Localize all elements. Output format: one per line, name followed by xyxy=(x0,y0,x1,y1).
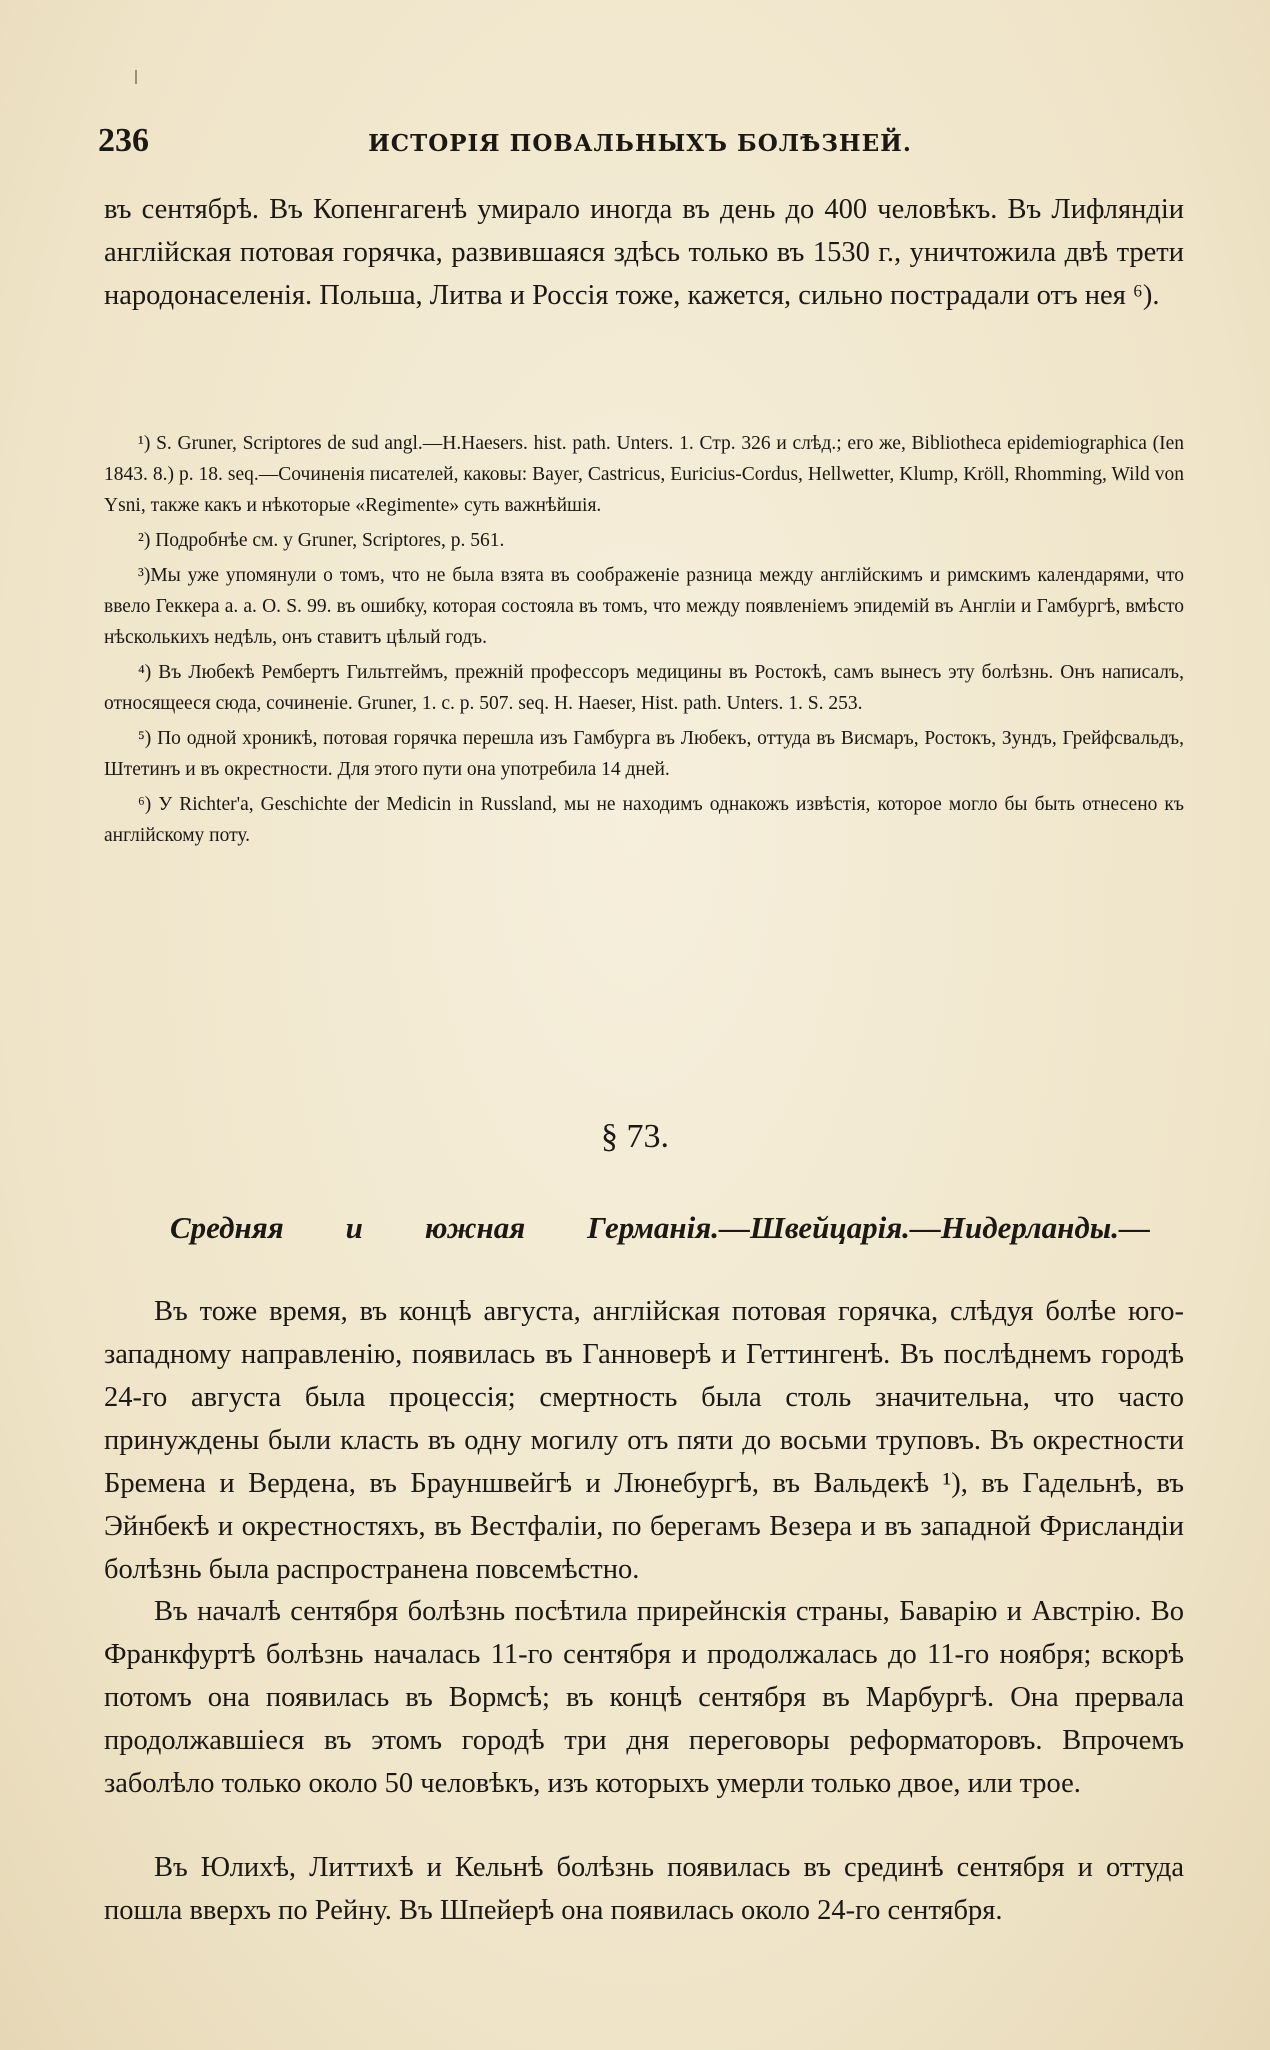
page-edge-mark xyxy=(135,70,137,84)
section-number: § 73. xyxy=(601,1118,669,1155)
paragraph-3-text: Въ Юлихѣ, Литтихѣ и Кельнѣ болѣзнь появилась въ срединѣ сентября и оттуда пошла вверхъ по Рейну. Въ Шпейерѣ она появилась около 24-го сентября. xyxy=(104,1852,1184,1926)
footnote-6: ⁶) У Richter'а, Geschichte der Medicin in Russland, мы не находимъ однакожъ извѣстія, которое могло бы быть отнесено къ англійскому поту. xyxy=(104,794,1184,846)
paragraph-2 xyxy=(104,1590,1184,1805)
intro-paragraph-text: въ сентябрѣ. Въ Копенгагенѣ умирало иногда въ день до 400 человѣкъ. Въ Лифляндіи англійская потовая горячка, развившаяся здѣсь только въ 1530 г., уничтожила двѣ трети народонаселенія. Польша, Литва и Россія тоже, кажется, сильно пострадали отъ нея ⁶). xyxy=(104,194,1184,311)
running-title: ИСТОРІЯ ПОВАЛЬНЫХЪ БОЛѢЗНЕЙ. xyxy=(368,130,912,157)
footnotes xyxy=(104,428,1184,855)
footnote-1: ¹) S. Gruner, Scriptores de sud angl.—H.Haesers. hist. path. Unters. 1. Стр. 326 и слѣд.; его же, Bibliotheca epidemiographica (Ien 1843. 8.) p. 18. seq.—Сочиненія писателей, каковы: Bayer, Castricus, Euricius-Cordus, Hellwetter, Klump, Kröll, Rhomming, Wild von Ysni, также какъ и нѣкоторые «Regimente» суть важнѣйшія. xyxy=(104,433,1184,516)
intro-paragraph xyxy=(104,188,1184,317)
paragraph-2-text: Въ началѣ сентября болѣзнь посѣтила прирейнскія страны, Баварію и Австрію. Во Франкфуртѣ болѣзнь началась 11-го сентября и продолжалась до 11-го ноября; вскорѣ потомъ она появилась въ Вормсѣ; въ концѣ сентября въ Марбургѣ. Она прервала продолжавшіеся въ этомъ городѣ три дня переговоры реформаторовъ. Впрочемъ заболѣло только около 50 человѣкъ, изъ которыхъ умерли только двое, или трое. xyxy=(104,1596,1184,1799)
page-header xyxy=(98,122,1182,162)
page-number: 236 xyxy=(98,122,149,159)
paragraph-1-text: Въ тоже время, въ концѣ августа, англійская потовая горячка, слѣдуя болѣе юго-западному направленію, появилась въ Ганноверѣ и Геттингенѣ. Въ послѣднемъ городѣ 24-го августа была процессія; смертность была столь значительна, что часто принуждены были класть въ одну могилу отъ пяти до восьми труповъ. Въ окрестности Бремена и Вердена, въ Брауншвейгѣ и Люнебургѣ, въ Вальдекѣ ¹), въ Гадельнѣ, въ Эйнбекѣ и окрестностяхъ, въ Вестфаліи, по берегамъ Везера и въ западной Фрисландіи болѣзнь была распространена повсемѣстно. xyxy=(104,1296,1184,1585)
footnote-3: ³)Мы уже упомянули о томъ, что не была взята въ соображеніе разница между англійскимъ и римскимъ календарями, что ввело Геккера a. a. O. S. 99. въ ошибку, которая состояла въ томъ, что между появленіемъ эпидемій въ Англіи и Гамбургѣ, вмѣсто нѣсколькихъ недѣль, онъ ставитъ цѣлый годъ. xyxy=(104,565,1184,648)
footnote-2: ²) Подробнѣе см. у Gruner, Scriptores, p. 561. xyxy=(138,530,505,551)
section-heading: Средняя и южная Германія.—Швейцарія.—Нидерланды.— xyxy=(170,1210,1150,1245)
footnote-4: ⁴) Въ Любекѣ Рембертъ Гильтгеймъ, прежній профессоръ медицины въ Ростокѣ, самъ вынесъ эту болѣзнь. Онъ написалъ, относящееся сюда, сочиненіе. Gruner, 1. c. p. 507. seq. H. Haeser, Hist. path. Unters. 1. S. 253. xyxy=(104,662,1184,714)
paragraph-3 xyxy=(104,1846,1184,1932)
paragraph-1 xyxy=(104,1290,1184,1591)
footnote-5: ⁵) По одной хроникѣ, потовая горячка перешла изъ Гамбурга въ Любекъ, оттуда въ Висмаръ, Ростокъ, Зундъ, Грейфсвальдъ, Штетинъ и въ окрестности. Для этого пути она употребила 14 дней. xyxy=(104,728,1184,780)
